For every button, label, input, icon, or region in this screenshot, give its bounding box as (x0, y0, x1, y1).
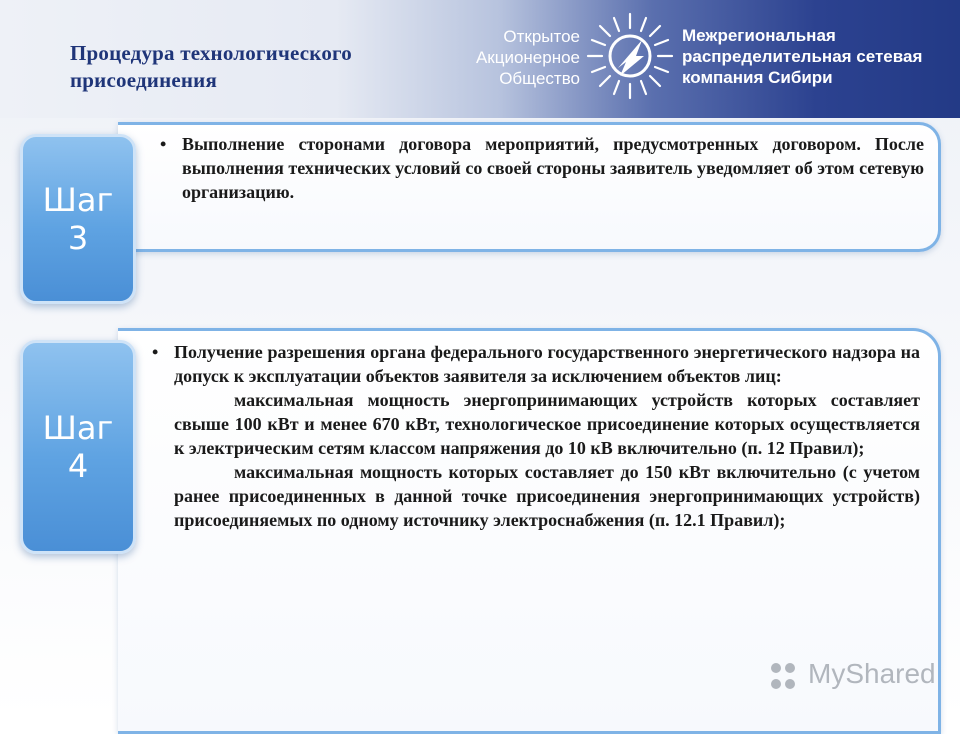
step-4-bullet (152, 340, 920, 388)
step-4-bullet-text: Получение разрешения органа федерального государственного энергетического надзора на допуск к эксплуатации объектов заявителя за исключением объектов лиц: (174, 342, 920, 386)
step-4-label: Шаг (42, 409, 114, 447)
step-3-label: Шаг (42, 181, 114, 219)
bullet-dot-icon: • (160, 134, 167, 154)
step-4-badge (20, 340, 136, 554)
step-4-text (152, 340, 920, 532)
step-4-number: 4 (67, 447, 89, 485)
org-name-line: распределительная сетевая (682, 47, 923, 66)
watermark (768, 656, 948, 696)
org-name (682, 25, 952, 88)
org-legal-form-line: Общество (499, 69, 580, 88)
org-legal-form-line: Акционерное (475, 48, 580, 67)
org-legal-form-line: Открытое (503, 27, 580, 46)
step-3-bullet (160, 132, 924, 204)
watermark-logo-icon (768, 660, 804, 692)
company-logo-icon (584, 10, 676, 102)
bullet-dot-icon: • (152, 342, 159, 362)
step-3-badge (20, 134, 136, 304)
header-banner (0, 0, 960, 118)
org-name-line: Межрегиональная (682, 26, 836, 45)
step-3-number: 3 (67, 219, 89, 257)
page-title: Процедура технологического присоединения (70, 41, 352, 92)
step-3-text (160, 132, 924, 204)
step-4-condition-1: максимальная мощность энергопринимающих устройств которых составляет свыше 100 кВт и менее 670 кВт, технологическое присоединение которых осуществляется к электрическим сетям классом напряжения до 10 кВ включительно (п. 12 Правил); (174, 390, 920, 458)
step-3-bullet-text: Выполнение сторонами договора мероприятий, предусмотренных договором. После выполнения технических условий со своей стороны заявитель уведомляет об этом сетевую организацию. (182, 134, 924, 202)
step-4-condition-2: максимальная мощность которых составляет до 150 кВт включительно (с учетом ранее присоединенных в данной точке присоединения энергопринимающих устройств) присоединяемых по одному источнику электроснабжения (п. 12.1 Правил); (174, 462, 920, 530)
org-name-line: компания Сибири (682, 68, 833, 87)
org-legal-form (470, 26, 580, 89)
watermark-text: MyShared (808, 658, 936, 689)
